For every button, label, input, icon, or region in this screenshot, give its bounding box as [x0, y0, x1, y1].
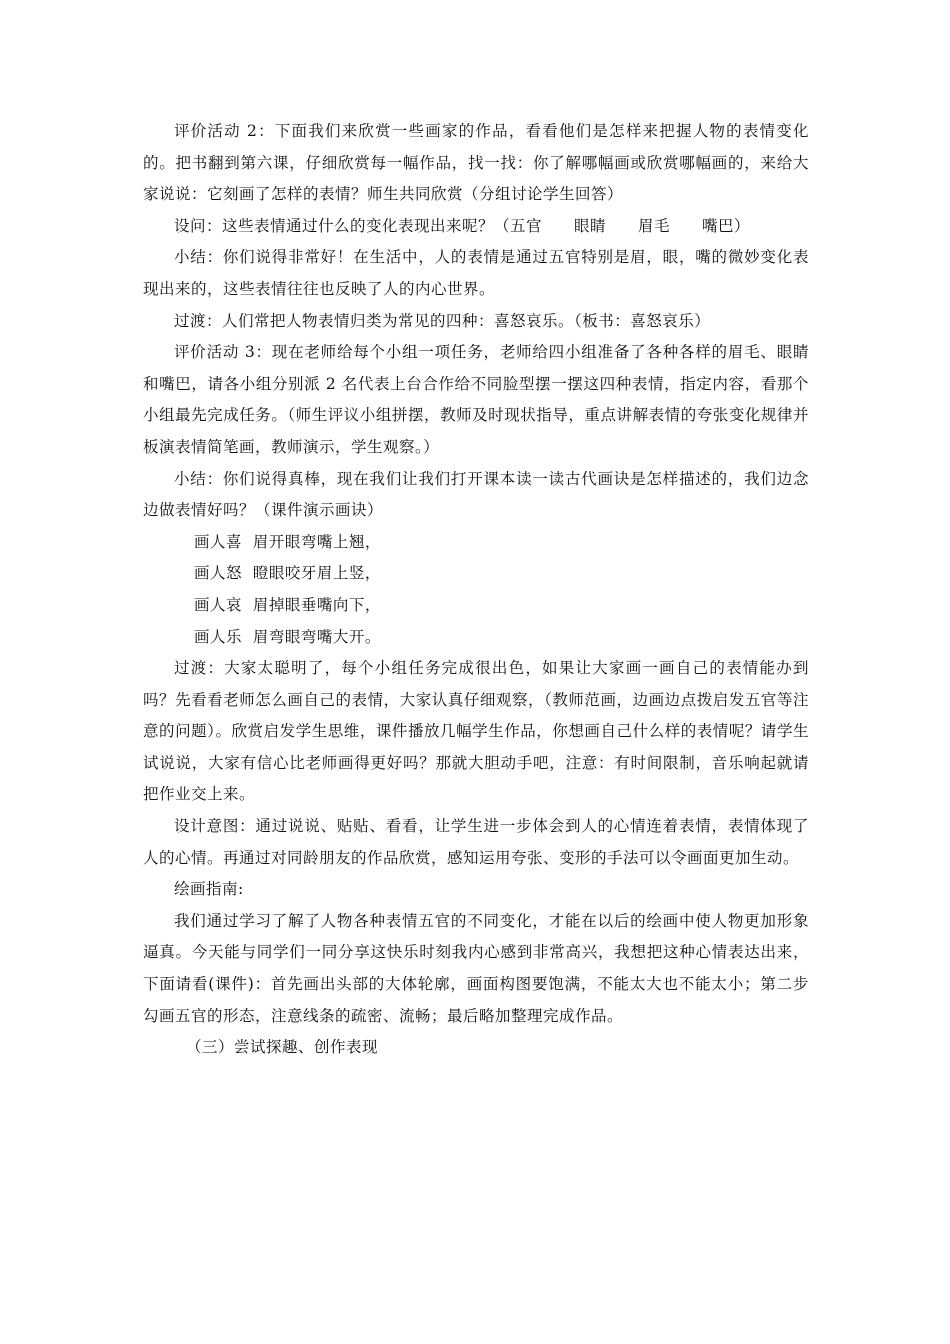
paragraph-summary-2: 小结：你们说得真棒，现在我们让我们打开课本读一读古代画诀是怎样描述的，我们边念边做表情好吗？（课件演示画诀） [143, 469, 809, 520]
section-heading: （三）尝试探趣、创作表现 [186, 1038, 379, 1057]
paragraph-evaluation-activity-2: 评价活动 2：下面我们来欣赏一些画家的作品，看看他们是怎样来把握人物的表情变化的。把书翻到第六课，仔细欣赏每一幅作品，找一找：你了解哪幅画或欣赏哪幅画的，来给大家说说：它刻画了怎样的表情？师生共同欣赏（分组讨论学生回答） [143, 122, 809, 204]
paragraph-drawing-guide: 我们通过学习了解了人物各种表情五官的不同变化，才能在以后的绘画中使人物更加形象逼真。今天能与同学们一同分享这快乐时刻我内心感到非常高兴，我想把这种心情表达出来，下面请看(课件)：首先画出头部的大体轮廓，画面构图要饱满，不能太大也不能太小；第二步勾画五官的形态，注意线条的疏密、流畅；最后略加整理完成作品。 [143, 911, 809, 1025]
poem-line-1: 画人喜 眉开眼弯嘴上翘， [194, 532, 381, 551]
document-body [143, 116, 809, 1064]
paragraph-summary-1: 小结：你们说得非常好！在生活中，人的表情是通过五官特别是眉，眼，嘴的微妙变化表现出来的，这些表情往往也反映了人的内心世界。 [143, 248, 809, 298]
paragraph-question: 设问：这些表情通过什么的变化表现出来呢？（五官 眼睛 眉毛 嘴巴） [174, 216, 751, 235]
paragraph-design-intent: 设计意图：通过说说、贴贴、看看，让学生进一步体会到人的心情连着表情，表情体现了人的心情。再通过对同龄朋友的作品欣赏，感知运用夸张、变形的手法可以令画面更加生动。 [143, 817, 809, 867]
poem-line-2: 画人怒 瞪眼咬牙眉上竖， [194, 564, 381, 583]
paragraph-transition-2: 过渡：大家太聪明了，每个小组任务完成很出色，如果让大家画一画自己的表情能办到吗？先看看老师怎么画自己的表情，大家认真仔细观察，（教师范画，边画边点拨启发五官等注意的问题）。欣赏启发学生思维，课件播放几幅学生作品，你想画自己什么样的表情呢？请学生试说说，大家有信心比老师画得更好吗？那就大胆动手吧，注意：有时间限制，音乐响起就请把作业交上来。 [143, 659, 809, 804]
poem-line-4: 画人乐 眉弯眼弯嘴大开。 [194, 627, 381, 646]
paragraph-transition-1: 过渡：人们常把人物表情归类为常见的四种：喜怒哀乐。（板书：喜怒哀乐） [174, 311, 711, 330]
paragraph-drawing-guide-title: 绘画指南: [174, 880, 244, 899]
poem-line-3: 画人哀 眉掉眼垂嘴向下， [194, 595, 381, 614]
paragraph-evaluation-activity-3: 评价活动 3：现在老师给每个小组一项任务，老师给四小组准备了各种各样的眉毛、眼睛和嘴巴，请各小组分别派 2 名代表上台合作给不同脸型摆一摆这四种表情，指定内容，看那个小组最先完成任务。（师生评议小组拼摆，教师及时现状指导，重点讲解表情的夸张变化规律并板演表情简笔画，教师演示，学生观察。） [143, 343, 809, 456]
